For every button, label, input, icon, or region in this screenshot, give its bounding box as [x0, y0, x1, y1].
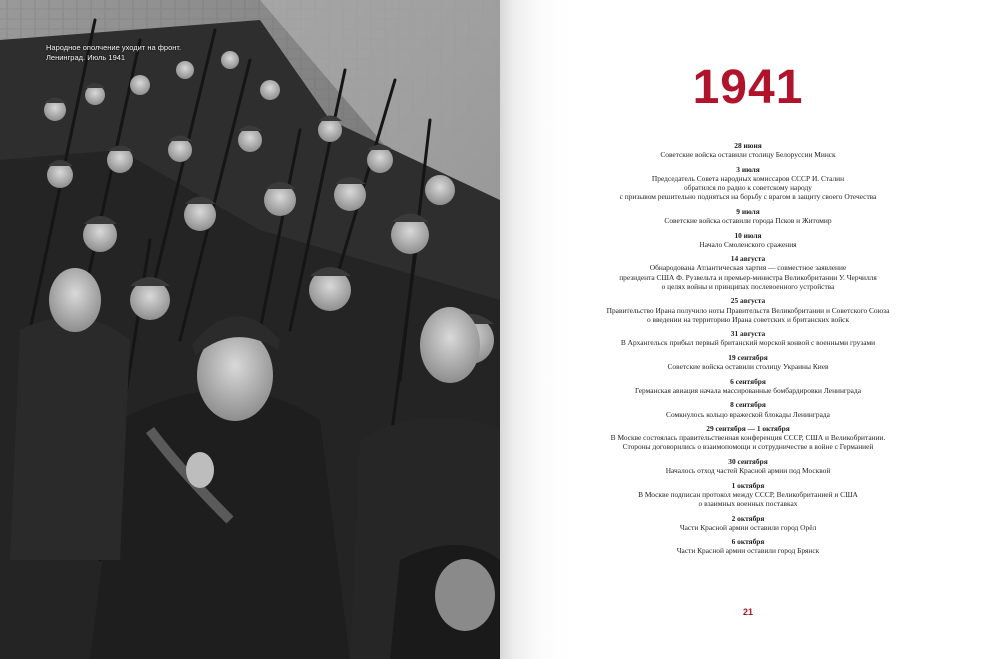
- event-date: 29 сентября — 1 октября: [706, 424, 790, 434]
- event-date: 6 сентября: [730, 376, 766, 386]
- event-text: Советские войска оставили столицу Белоруссии Минск: [660, 150, 836, 160]
- event-date: 31 августа: [730, 329, 766, 339]
- event-date: 28 июня: [734, 141, 762, 150]
- event-text: Обнародована Атлантическая хартия — совместное заявление президента США Ф. Рузвельта и премьер-министра Великобритании У. Черчилля о целях войны и принципах послевоенного устройства: [619, 263, 877, 291]
- event-date: 14 августа: [730, 254, 766, 264]
- timeline-event: [500, 254, 996, 291]
- timeline-event: [500, 457, 996, 475]
- event-text: Части Красной армии оставили город Орёл: [679, 522, 817, 532]
- photo-caption: Народное ополчение уходит на фронт. Ленинград. Июль 1941: [46, 43, 182, 62]
- event-text: Части Красной армии оставили город Брянск: [676, 546, 820, 556]
- event-date: 6 октября: [731, 537, 765, 547]
- event-date: 19 сентября: [728, 352, 768, 362]
- page-number: 21: [742, 607, 753, 617]
- event-text: Сомкнулось кольцо вражеской блокады Ленинграда: [666, 409, 830, 419]
- timeline-event: [500, 424, 996, 452]
- event-text: Советские войска оставили столицу Украины Киев: [667, 362, 829, 372]
- timeline-event: [500, 537, 996, 555]
- timeline-event: [500, 514, 996, 532]
- event-date: 1 октября: [731, 480, 765, 490]
- timeline-event: [500, 481, 996, 509]
- timeline-event: [500, 329, 996, 347]
- event-text: Правительство Ирана получило ноты Правительств Великобритании и Советского Союза о введении на территорию Ирана советских и британских войск: [606, 305, 890, 324]
- event-date: 8 сентября: [730, 400, 766, 410]
- timeline-event: [500, 141, 996, 159]
- event-date: 9 июля: [736, 206, 760, 216]
- year-title: 1941: [692, 61, 804, 114]
- event-text: Началось отход частей Красной армии под Москвой: [665, 466, 831, 476]
- timeline-event: [500, 165, 996, 202]
- event-date: 10 июля: [734, 230, 762, 240]
- event-text: Начало Смоленского сражения: [699, 239, 797, 249]
- event-date: 25 августа: [730, 296, 766, 306]
- event-text: В Архангельск прибыл первый британский морской конвой с военными грузами: [620, 338, 876, 348]
- event-date: 2 октября: [731, 513, 765, 523]
- right-page: [500, 0, 1000, 659]
- timeline-event: [500, 296, 996, 324]
- event-date: 30 сентября: [728, 456, 768, 466]
- event-text: В Москве состоялась правительственная конференция СССР, США и Великобритании. Стороны договорились о взаимопомощи и сотрудничестве в войне с Германией: [610, 433, 886, 452]
- timeline-list: [500, 141, 996, 561]
- timeline-event: [500, 377, 996, 395]
- event-text: В Москве подписан протокол между СССР, Великобританией и США о взаимных военных поставках: [638, 489, 858, 509]
- timeline-event: [500, 353, 996, 371]
- timeline-event: [500, 231, 996, 249]
- event-text: Советские войска оставили города Псков и Житомир: [664, 216, 832, 226]
- event-text: Германская авиация начала массированные бомбардировки Ленинграда: [635, 385, 861, 395]
- event-date: 3 июля: [736, 164, 760, 174]
- event-text: Председатель Совета народных комиссаров СССР И. Сталин обратился по радио к советскому народу с призывом решительно подняться на борьбу с врагом в защиту своего Отечества: [619, 173, 877, 202]
- timeline-event: [500, 400, 996, 418]
- timeline-event: [500, 207, 996, 225]
